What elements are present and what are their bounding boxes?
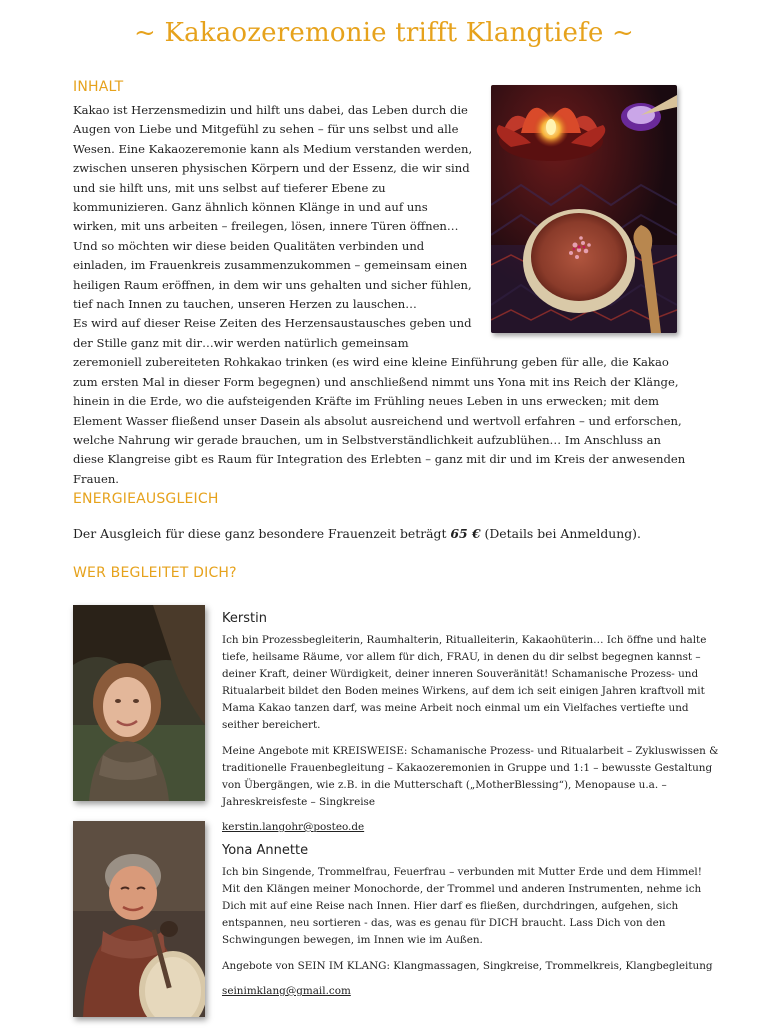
person-bio: Ich bin Prozessbegleiterin, Raumhalterin, Ritualleiterin, Kakaohüterin… Ich öffne und halte tiefe, heilsame Räume, vor allem für dich, FRAU, in denen du dir selbst begegnen kannst – deiner Kraft, deiner Würdigkeit, deiner inneren Souveränität! Schamanische Prozess- und Ritualarbeit bildet den Boden meines Wirkens, auf dem ich seit einigen Jahren kraftvoll mit Mama Kakao tanzen darf, was meine Arbeit noch einmal um ein Vielfaches vertiefte und seither bereichert. (222, 634, 707, 731)
yona-portrait-photo (73, 821, 205, 1017)
inhalt-paragraph: Kakao ist Herzensmedizin und hilft uns dabei, das Leben durch die Augen von Liebe und Mitgefühl zu sehen – für uns selbst und alle Wesen. Eine Kakaozeremonie kann als Medium verstanden werden, zwischen unseren physischen Körpern und der Essenz, die wir sind und sie hilft uns, mit uns selbst auf tieferer Ebene zu kommunizieren. Ganz ähnlich können Klänge in und auf uns wirken, mit uns arbeiten – freilegen, lösen, innere Türen öffnen… (73, 103, 473, 234)
cacao-ceremony-photo (491, 85, 677, 333)
person-name: Yona Annette (222, 843, 309, 858)
section-heading-inhalt: INHALT (73, 79, 124, 95)
person-kerstin (222, 611, 722, 834)
kerstin-email-link[interactable]: kerstin.langohr@posteo.de (222, 821, 365, 833)
inhalt-paragraph: Es wird auf dieser Reise Zeiten des Herzensaustausches geben und der Stille ganz mit dir…wir werden natürlich gemeinsam zeremoniell zubereiteten Rohkakao trinken (es wird eine kleine Einführung geben für alle, die Kakao zum ersten Mal in dieser Form begegnen) und anschließend nimmt uns Yona mit ins Reich der Klänge, hinein in die Erde, wo die aufsteigenden Kräfte im Frühling neues Leben in uns erwecken; mit dem Element Wasser fließend unser Dasein als absolut ausreichend und wertvoll erfahren – und erforschen, welche Nahrung wir gerade brauchen, um in Selbstverständlichkeit aufzublühen… Im Anschluss an diese Klangreise gibt es Raum für Integration des Erlebten – ganz mit dir und im Kreis der anwesenden Frauen. (73, 316, 686, 486)
person-offers: Meine Angebote mit KREISWEISE: Schamanische Prozess- und Ritualarbeit – Zykluswissen & traditionelle Frauenbegleitung – Kakaozeremonien in Gruppe und 1:1 – bewusste Gestaltung von Übergängen, wie z.B. in die Mutterschaft („MotherBlessing“), Menopause u.a. – Jahreskreisfeste – Singkreise (222, 745, 719, 808)
price-value: 65 € (450, 526, 481, 541)
person-yona (222, 843, 722, 998)
section-heading-energieausgleich: ENERGIEAUSGLEICH (73, 491, 219, 507)
yona-email-link[interactable]: seinimklang@gmail.com (222, 985, 351, 997)
person-name: Kerstin (222, 611, 267, 626)
energy-exchange-details: (Details bei Anmeldung). (480, 526, 641, 541)
person-offers: Angebote von SEIN IM KLANG: Klangmassagen, Singkreise, Trommelkreis, Klangbegleitung (222, 960, 713, 972)
page-title: ~ Kakaozeremonie trifft Klangtiefe ~ (134, 18, 634, 48)
energy-exchange-lead: Der Ausgleich für diese ganz besondere Frauenzeit beträgt (73, 526, 451, 541)
person-bio: Ich bin Singende, Trommelfrau, Feuerfrau – verbunden mit Mutter Erde und dem Himmel! Mit den Klängen meiner Monochorde, der Trommel und anderen Instrumenten, nehme ich Dich mit auf eine Reise nach Innen. Hier darf es fließen, durchdringen, aufgehen, sich entspannen, neu sortieren - das, was es genau für DICH braucht. Lass Dich von den Schwingungen bewegen, im Innen wie im Außen. (222, 866, 702, 946)
section-heading-begleitung: WER BEGLEITET DICH? (73, 565, 237, 581)
kerstin-portrait-photo (73, 605, 205, 801)
energy-exchange-text (73, 526, 713, 541)
inhalt-content (73, 101, 693, 489)
inhalt-paragraph: Und so möchten wir diese beiden Qualitäten verbinden und einladen, im Frauenkreis zusammenzukommen – gemeinsam einen heiligen Raum eröffnen, in dem wir uns gehalten und sicher fühlen, tief nach Innen zu tauchen, unseren Herzen zu lauschen… (73, 238, 472, 312)
